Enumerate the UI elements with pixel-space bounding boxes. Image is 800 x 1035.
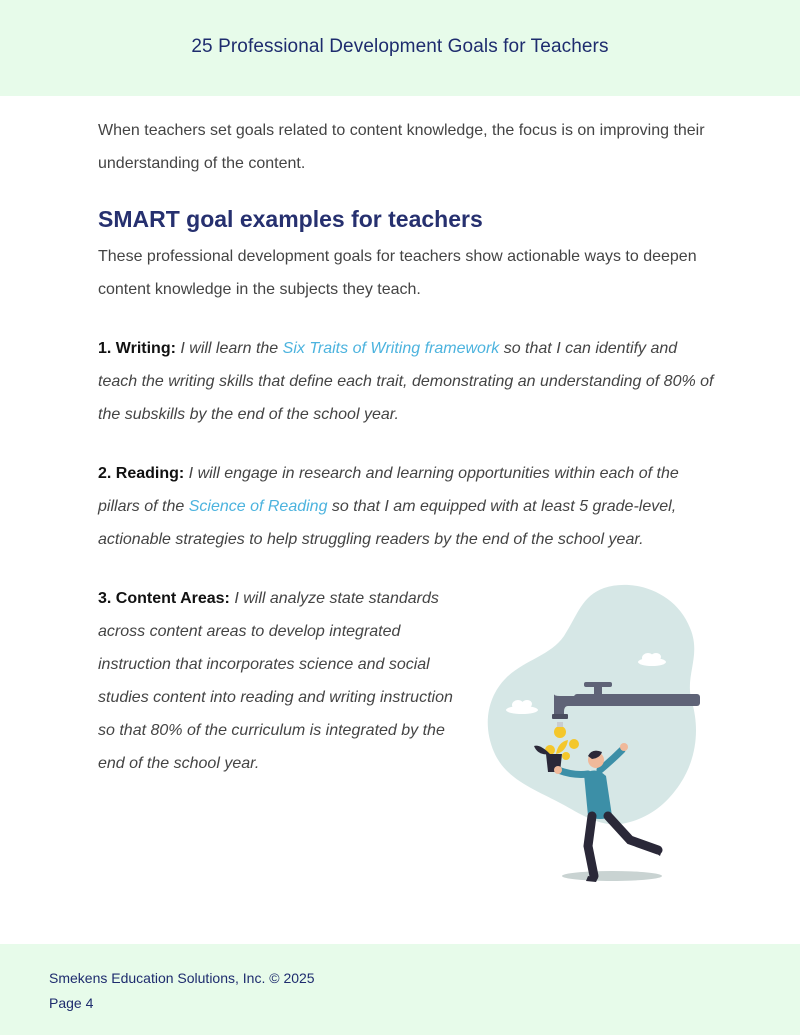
goal-writing	[98, 332, 718, 431]
goal-content-areas	[98, 582, 458, 780]
goal-text: so that I am equipped with at least 5 grade-level, actionable strategies to help struggling readers by the end of the school year.	[98, 498, 677, 548]
goal-label: 1. Writing:	[98, 340, 176, 357]
page-footer	[0, 944, 800, 1035]
goal-text: I will learn the	[175, 340, 283, 357]
goal-label: 2. Reading:	[98, 465, 185, 482]
page-header	[0, 0, 800, 96]
intro-paragraph: When teachers set goals related to content knowledge, the focus is on improving their understanding of the content.	[98, 122, 705, 172]
section-description: These professional development goals for teachers show actionable ways to deepen content knowledge in the subjects they teach.	[98, 248, 697, 298]
section-heading: SMART goal examples for teachers	[98, 206, 483, 232]
goal-text: I will engage in research and learning opportunities within each of the pillars of the	[98, 465, 679, 515]
ground-shadow	[562, 871, 662, 881]
goal-text: I will analyze state standards across content areas to develop integrated instruction that incorporates science and social studies content into reading and writing instruction so that 80% of the curriculum is integrated by the end of the school year.	[98, 590, 453, 772]
goal-text: so that I can identify and teach the writing skills that define each trait, demonstrating an understanding of 80% of the subskills by the end of the school year.	[98, 340, 714, 423]
goal-reading	[98, 457, 718, 556]
science-of-reading-link[interactable]: Science of Reading	[188, 498, 328, 515]
six-traits-link[interactable]: Six Traits of Writing framework	[282, 340, 500, 357]
company-copyright: Smekens Education Solutions, Inc. © 2025	[49, 970, 315, 986]
illustration-svg	[484, 584, 700, 884]
page-number: Page 4	[49, 995, 94, 1011]
goal-label: 3. Content Areas:	[98, 590, 230, 607]
faucet-lightbulb-person-illustration	[484, 584, 700, 884]
document-title: 25 Professional Development Goals for Teachers	[191, 36, 609, 57]
